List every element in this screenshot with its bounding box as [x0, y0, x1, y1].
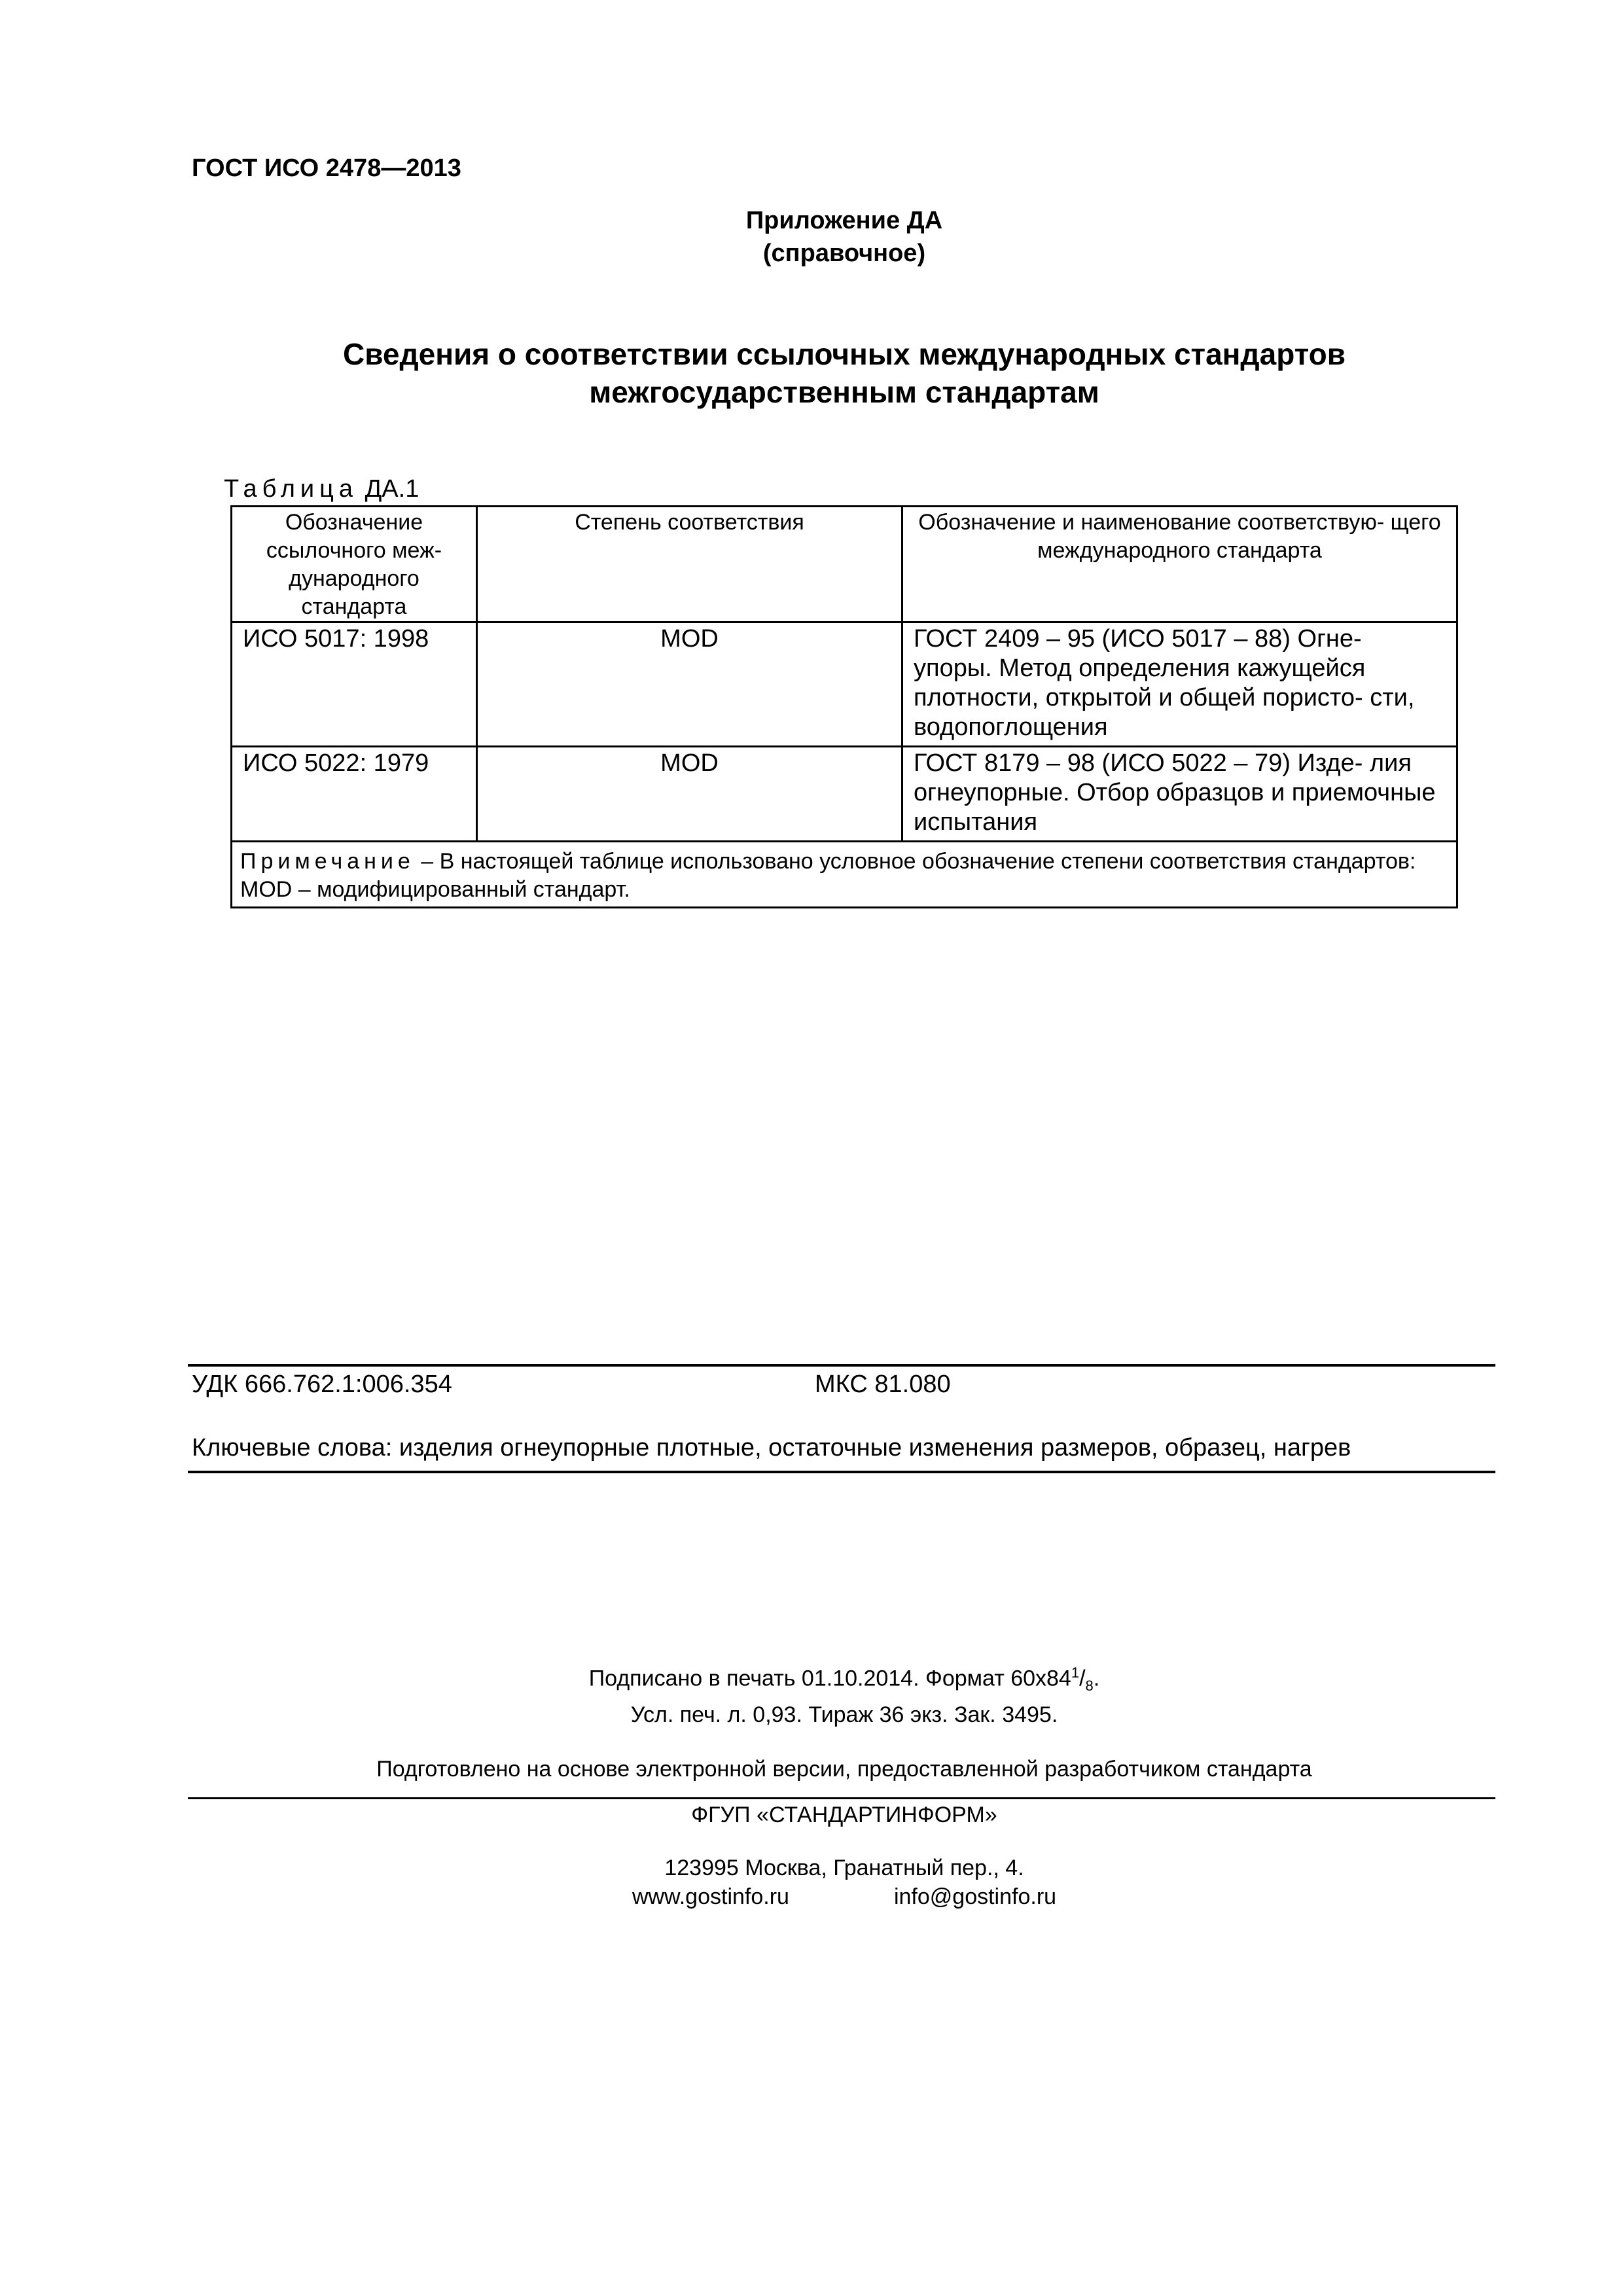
imprint-print-info [0, 1659, 1623, 1729]
cell-standard: ГОСТ 2409 – 95 (ИСО 5017 – 88) Огне- упоры. Метод определения кажущейся плотности, открытой и общей пористо- сти, водопоглощения [902, 622, 1457, 747]
divider-publisher [188, 1797, 1495, 1799]
email-link[interactable]: info@gostinfo.ru [893, 1884, 1057, 1909]
imprint-print-details: Усл. печ. л. 0,93. Тираж 36 экз. Зак. 3495. [630, 1702, 1058, 1728]
table-note [232, 842, 1457, 908]
mks-code: МКС 81.080 [815, 1371, 951, 1398]
note-label: Примечание [240, 849, 415, 874]
table-note-row [232, 842, 1457, 908]
keywords: Ключевые слова: изделия огнеупорные плотные, остаточные изменения размеров, образец, нагрев [192, 1434, 1351, 1462]
cell-degree: MOD [477, 622, 902, 747]
format-denominator: 8 [1085, 1677, 1094, 1695]
page-title [0, 335, 1623, 411]
note-line-2: MOD – модифицированный стандарт. [240, 877, 630, 902]
cell-ref: ИСО 5022: 1979 [232, 747, 477, 842]
table-caption [224, 475, 419, 503]
appendix-title: Приложение ДА [745, 207, 943, 234]
table-row [232, 747, 1457, 842]
appendix-type: (справочное) [762, 240, 926, 267]
page-title-line-1: Сведения о соответствии ссылочных международных стандартов [342, 337, 1346, 371]
format-end: . [1093, 1666, 1100, 1691]
header-degree: Степень соответствия [477, 507, 902, 622]
note-text: – В настоящей таблице использовано условное обозначение степени соответствия стандартов: [414, 849, 1416, 874]
correspondence-table [230, 505, 1458, 908]
website-link[interactable]: www.gostinfo.ru [632, 1884, 789, 1909]
imprint-address: 123995 Москва, Гранатный пер., 4. [664, 1856, 1024, 1880]
table-header-row [232, 507, 1457, 622]
table-caption-word: Таблица [224, 475, 358, 503]
imprint-signed: Подписано в печать 01.10.2014. Формат 60x84 [588, 1666, 1071, 1691]
document-code: ГОСТ ИСО 2478—2013 [192, 154, 461, 182]
table-caption-number: ДА.1 [365, 475, 419, 503]
appendix-heading [0, 204, 1623, 270]
imprint-publisher: ФГУП «СТАНДАРТИНФОРМ» [691, 1803, 997, 1827]
udk-code: УДК 666.762.1:006.354 [192, 1371, 452, 1398]
header-ref-standard: Обозначение ссылочного меж- дународного стандарта [232, 507, 477, 622]
imprint-contacts [0, 1882, 1623, 1911]
divider-top [188, 1364, 1495, 1367]
cell-degree: MOD [477, 747, 902, 842]
imprint-signed-line: Подписано в печать 01.10.2014. Формат $60x84^1/_8$. [588, 1664, 1100, 1695]
page-title-line-2: межгосударственным стандартам [589, 375, 1099, 409]
imprint-prepared: Подготовлено на основе электронной версии, предоставленной разработчиком стандарта [376, 1757, 1312, 1782]
cell-ref: ИСО 5017: 1998 [232, 622, 477, 747]
format-numerator: 1 [1071, 1664, 1080, 1681]
divider-keywords [188, 1471, 1495, 1473]
table-row [232, 622, 1457, 747]
header-corresponding-standard: Обозначение и наименование соответствую- щего международного стандарта [902, 507, 1457, 622]
cell-standard: ГОСТ 8179 – 98 (ИСО 5022 – 79) Изде- лия огнеупорные. Отбор образцов и приемочные испытания [902, 747, 1457, 842]
